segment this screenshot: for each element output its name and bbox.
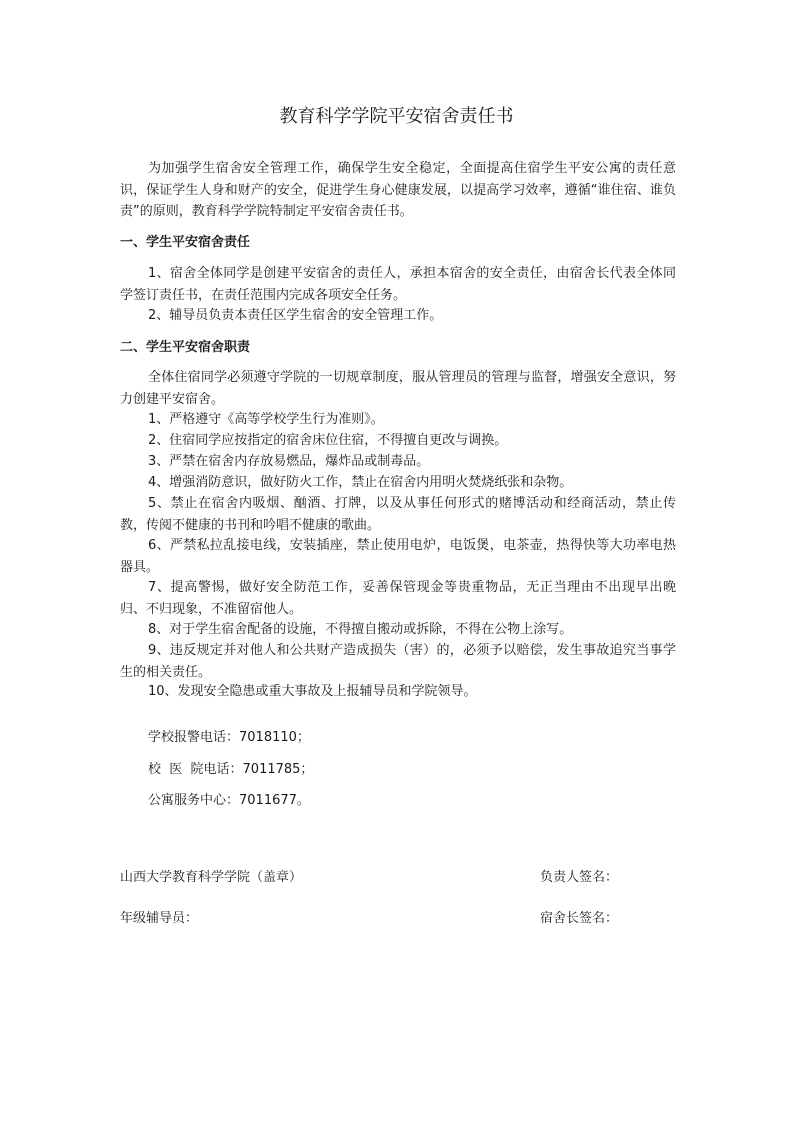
contact-apartment-service: 公寓服务中心：7011677。 [148, 793, 310, 808]
section-2-item-2: 2、住宿同学应按指定的宿舍床位住宿，不得擅自更改与调换。 [148, 433, 508, 448]
section-2-item-4: 4、增强消防意识，做好防火工作，禁止在宿舍内用明火焚烧纸张和杂物。 [148, 475, 573, 490]
section-2-item-5: 5、禁止在宿舍内吸烟、酗酒、打牌，以及从事任何形式的赌博活动和经商活动，禁止传教，传阅不健康的书刊和吟唱不健康的歌曲。 [120, 496, 676, 533]
section-2-heading: 二、学生平安宿舍职责 [120, 340, 251, 355]
contact-hospital-phone: 校 医 院电话：7011785； [148, 762, 314, 777]
section-1-heading: 一、学生平安宿舍责任 [120, 235, 251, 250]
person-in-charge-signature: 负责人签名： [540, 870, 619, 885]
contact-police-phone: 学校报警电话：7018110； [148, 730, 310, 745]
section-2-item-9: 9、违反规定并对他人和公共财产造成损失（害）的，必须予以赔偿，发生事故追究当事学生的相关责任。 [120, 643, 676, 680]
section-1-item-2: 2、辅导员负责本责任区学生宿舍的安全管理工作。 [148, 308, 443, 323]
section-2-intro: 全体住宿同学必须遵守学院的一切规章制度，服从管理员的管理与监督，增强安全意识，努力创建平安宿舍。 [120, 370, 676, 407]
dorm-leader-signature: 宿舍长签名： [540, 911, 619, 926]
section-2-item-6: 6、严禁私拉乱接电线，安装插座，禁止使用电炉，电饭煲，电茶壶，热得快等大功率电热器具。 [120, 538, 676, 575]
section-2-item-7: 7、提高警惕，做好安全防范工作，妥善保管现金等贵重物品，无正当理由不出现早出晚归、不归现象，不准留宿他人。 [120, 580, 676, 617]
section-2-item-8: 8、对于学生宿舍配备的设施，不得擅自搬动或拆除，不得在公物上涂写。 [148, 622, 573, 637]
section-1-item-1: 1、宿舍全体同学是创建平安宿舍的责任人，承担本宿舍的安全责任，由宿舍长代表全体同学签订责任书，在责任范围内完成各项安全任务。 [120, 266, 676, 303]
intro-paragraph: 为加强学生宿舍安全管理工作，确保学生安全稳定，全面提高住宿学生平安公寓的责任意识，保证学生人身和财产的安全，促进学生身心健康发展，以提高学习效率，遵循“谁住宿、谁负责”的原则，教育科学学院特制定平安宿舍责任书。 [120, 161, 676, 219]
section-2-item-1: 1、严格遵守《高等学校学生行为准则》。 [148, 412, 384, 427]
counselor-signature: 年级辅导员： [120, 911, 199, 926]
college-seal-line: 山西大学教育科学学院（盖章） [120, 870, 303, 885]
document-title: 教育科学学院平安宿舍责任书 [279, 106, 514, 127]
section-2-item-10: 10、发现安全隐患或重大事故及上报辅导员和学院领导。 [148, 684, 477, 699]
section-2-item-3: 3、严禁在宿舍内存放易燃品，爆炸品或制毒品。 [148, 454, 430, 469]
